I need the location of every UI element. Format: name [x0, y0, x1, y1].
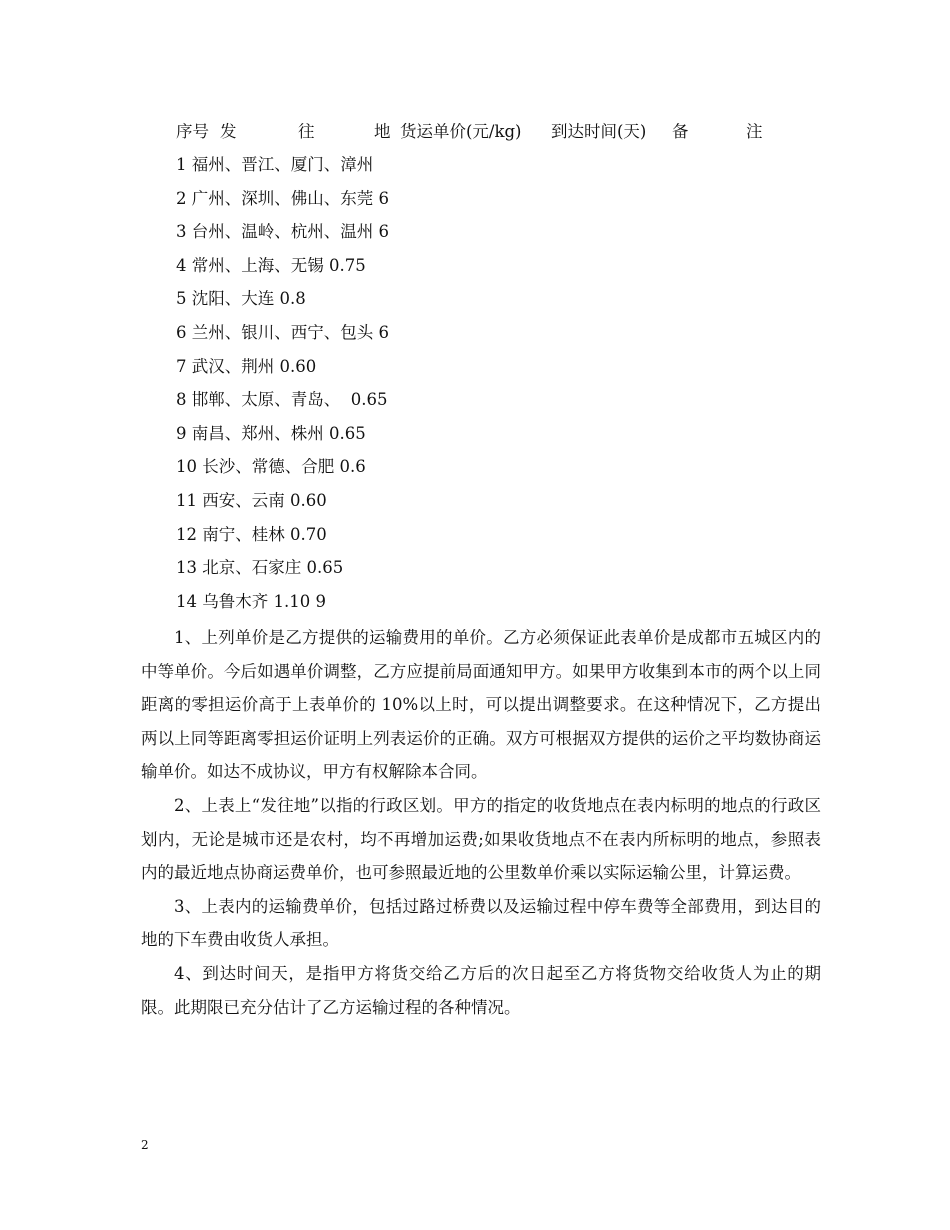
row-places: 福州、晋江、厦门、漳州	[191, 155, 374, 174]
row-value: 0.70	[290, 524, 327, 544]
row-value: 6	[378, 188, 389, 208]
header-remarks-char-1: 备	[672, 122, 689, 141]
row-places: 邯郸、太原、青岛、	[191, 390, 341, 410]
row-number: 1	[176, 155, 187, 174]
row-number: 7	[176, 356, 187, 376]
table-row	[176, 151, 389, 185]
header-destination-char-1: 发	[220, 122, 237, 141]
table-row	[176, 420, 389, 454]
row-places: 台州、温岭、杭州、温州	[191, 222, 374, 242]
row-places: 北京、石家庄	[202, 558, 302, 578]
row-places: 西安、云南	[202, 490, 285, 510]
row-places: 沈阳、大连	[191, 289, 275, 309]
row-value: 0.75	[329, 255, 366, 275]
clause-paragraph-2: 2、上表上“发往地”以指的行政区划。甲方的指定的收货地点在表内标明的地点的行政区划内，无论是城市还是农村，均不再增加运费;如果收货地点不在表内所标明的地点，参照表内的最近地点协商运费单价，也可参照最近地的公里数单价乘以实际运输公里，计算运费。	[141, 795, 821, 883]
row-number: 8	[176, 390, 187, 410]
row-value: 0.60	[290, 490, 327, 510]
row-places: 长沙、常德、合肥	[202, 457, 335, 477]
row-value: 0.60	[279, 356, 317, 376]
table-row	[176, 554, 389, 588]
header-remarks-char-2: 注	[746, 122, 763, 141]
row-places: 南昌、郑州、株州	[191, 423, 324, 443]
clause-paragraph-1: 1、上列单价是乙方提供的运输费用的单价。乙方必须保证此表单价是成都市五城区内的中等单价。今后如遇单价调整，乙方应提前局面通知甲方。如果甲方收集到本市的两个以上同距离的零担运价高于上表单价的 10%以上时，可以提出调整要求。在这种情况下，乙方提出两以上同等距离零担运价证明上列表运价的正确。双方可根据双方提供的运价之平均数协商运输单价。如达不成协议，甲方有权解除本合同。	[141, 628, 821, 782]
row-number: 10	[176, 457, 197, 477]
row-value: 0.65	[345, 390, 388, 410]
row-number: 12	[176, 524, 197, 544]
row-number: 13	[176, 558, 197, 578]
clause-paragraph-4: 4、到达时间天，是指甲方将货交给乙方后的次日起至乙方将货物交给收货人为止的期限。此期限已充分估计了乙方运输过程的各种情况。	[141, 963, 821, 1017]
row-number: 14	[176, 591, 197, 611]
header-arrival-time: 到达时间(天)	[551, 122, 647, 141]
table-row	[176, 487, 389, 521]
row-places: 武汉、荆州	[191, 356, 275, 376]
row-places: 南宁、桂林	[202, 524, 285, 544]
row-value: 6	[378, 222, 389, 242]
table-row	[176, 353, 389, 387]
table-row	[176, 319, 389, 353]
row-value: 1.10 9	[273, 591, 326, 611]
header-unit-price: 货运单价(元/kg)	[400, 122, 522, 141]
clause-paragraph-3: 3、上表内的运输费单价，包括过路过桥费以及运输过程中停车费等全部费用，到达目的地的下车费由收货人承担。	[141, 896, 821, 950]
table-row	[176, 285, 389, 319]
contract-clauses	[141, 621, 821, 1024]
header-destination-char-2: 往	[298, 122, 315, 141]
row-places: 常州、上海、无锡	[191, 255, 324, 275]
row-number: 9	[176, 423, 187, 443]
row-places: 兰州、银川、西宁、包头	[191, 322, 374, 342]
row-number: 6	[176, 322, 187, 342]
row-number: 2	[176, 188, 187, 208]
table-row	[176, 521, 389, 555]
table-row	[176, 252, 389, 286]
rate-table-rows	[176, 151, 389, 621]
row-value: 0.6	[339, 457, 366, 477]
table-row	[176, 453, 389, 487]
header-serial-number: 序号	[176, 122, 209, 141]
row-value: 0.8	[279, 289, 306, 309]
table-row	[176, 185, 389, 219]
row-value: 0.65	[329, 423, 366, 443]
row-number: 4	[176, 255, 187, 275]
row-number: 3	[176, 222, 187, 242]
row-places: 广州、深圳、佛山、东莞	[191, 188, 374, 208]
row-value: 0.65	[306, 558, 344, 578]
table-row	[176, 588, 389, 622]
table-row	[176, 218, 389, 252]
row-number: 11	[176, 490, 197, 510]
row-number: 5	[176, 289, 187, 309]
row-value: 6	[378, 322, 389, 342]
page-number: 2	[141, 1138, 149, 1152]
row-places: 乌鲁木齐	[202, 591, 269, 611]
header-destination-char-3: 地	[374, 122, 391, 141]
table-row	[176, 386, 389, 420]
